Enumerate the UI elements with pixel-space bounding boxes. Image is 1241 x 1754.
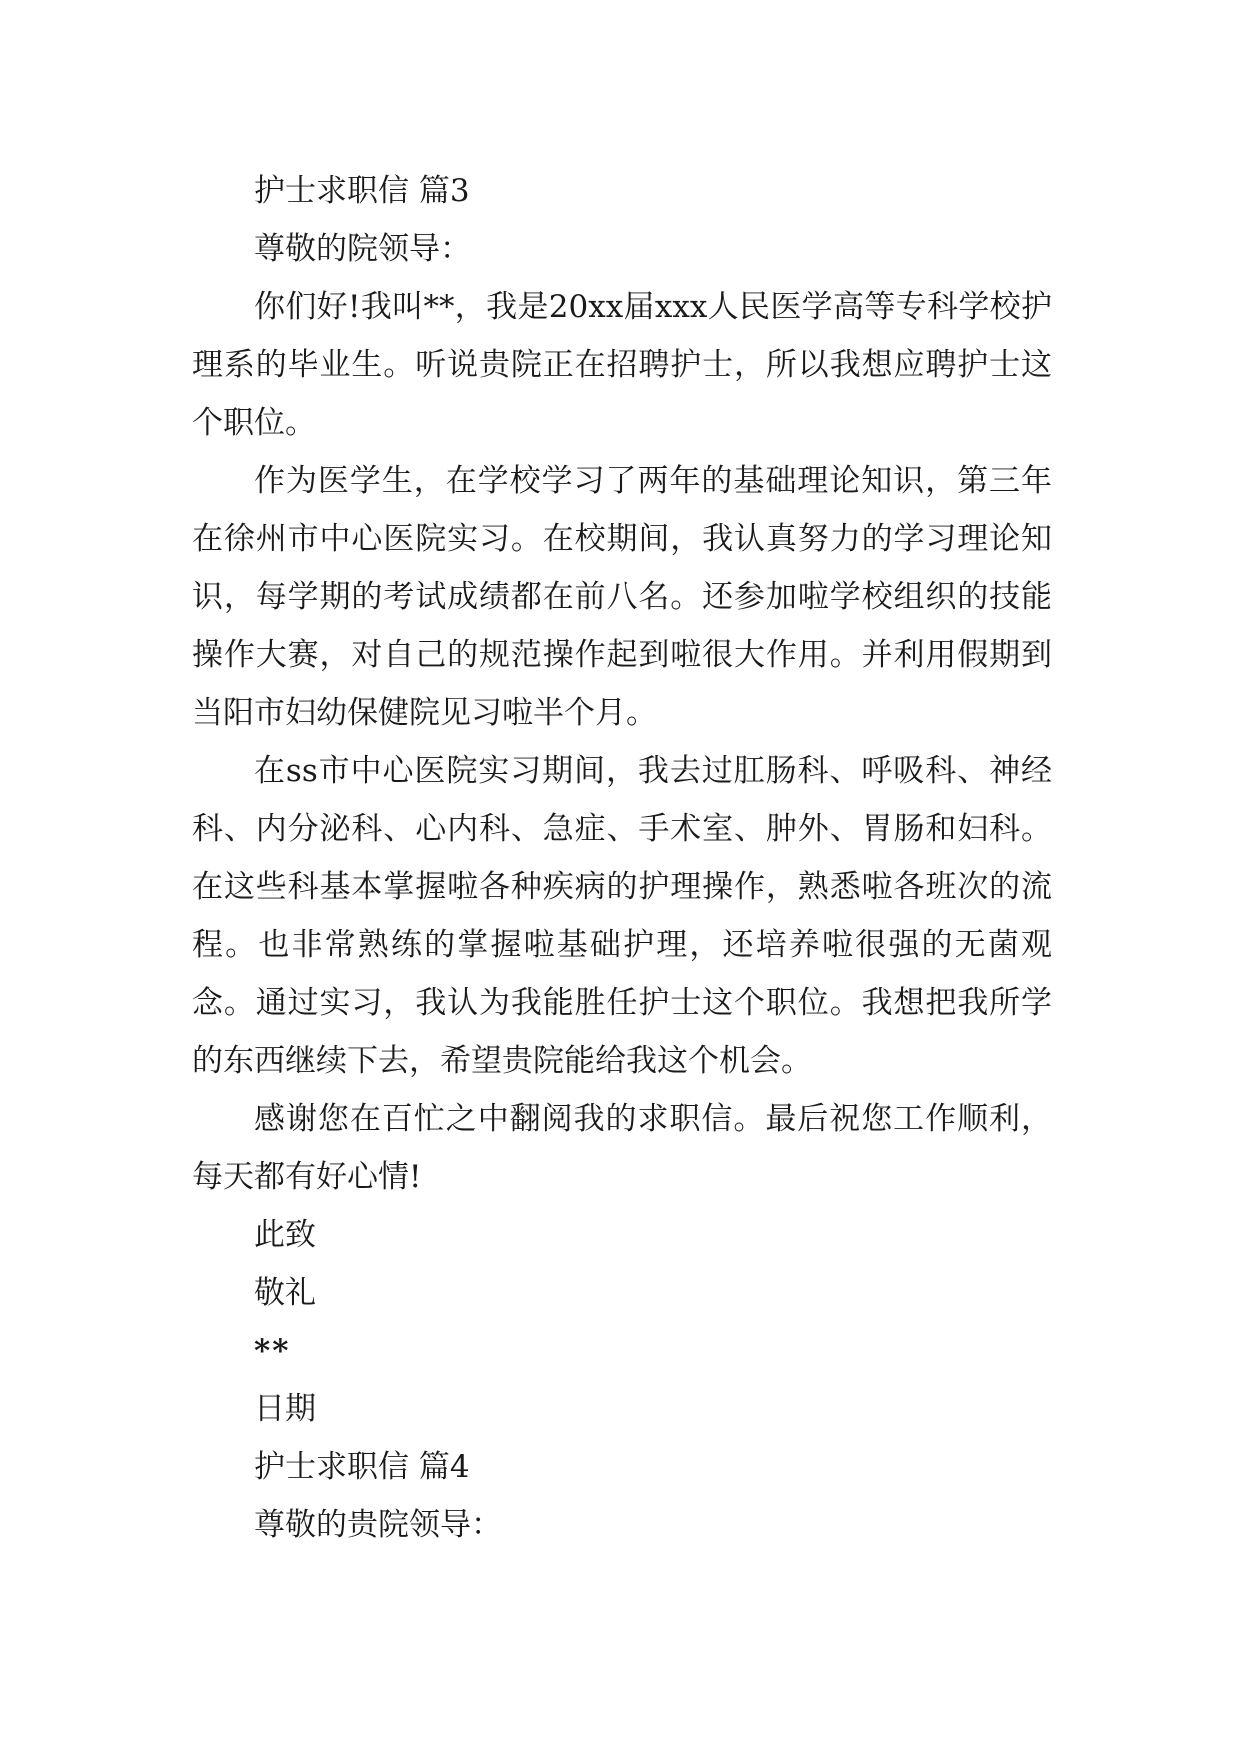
date-line: 日期 [254, 1391, 316, 1427]
salutation: 尊敬的院领导： [254, 231, 471, 267]
body-paragraph: 你们好!我叫**，我是20xx届xxx人民医学高等专科学校护理系的毕业生。听说贵院正在招聘护士，所以我想应聘护士这个职位。 [192, 289, 1052, 441]
salutation: 尊敬的贵院领导： [254, 1507, 502, 1543]
signature: ** [254, 1333, 291, 1369]
letter-heading: 护士求职信 篇3 [254, 173, 470, 209]
body-paragraph: 在ss市中心医院实习期间，我去过肛肠科、呼吸科、神经科、内分泌科、心内科、急症、手术室、肿外、胃肠和妇科。在这些科基本掌握啦各种疾病的护理操作，熟悉啦各班次的流程。也非常熟练的掌握啦基础护理，还培养啦很强的无菌观念。通过实习，我认为我能胜任护士这个职位。我想把我所学的东西继续下去，希望贵院能给我这个机会。 [192, 753, 1052, 1079]
document-page [192, 162, 1052, 1554]
letter-heading: 护士求职信 篇4 [254, 1449, 470, 1485]
body-paragraph: 感谢您在百忙之中翻阅我的求职信。最后祝您工作顺利，每天都有好心情! [192, 1101, 1052, 1195]
body-paragraph: 作为医学生，在学校学习了两年的基础理论知识，第三年在徐州市中心医院实习。在校期间，我认真努力的学习理论知识，每学期的考试成绩都在前八名。还参加啦学校组织的技能操作大赛，对自己的规范操作起到啦很大作用。并利用假期到当阳市妇幼保健院见习啦半个月。 [192, 463, 1052, 731]
closing-line: 敬礼 [254, 1275, 316, 1311]
closing-line: 此致 [254, 1217, 316, 1253]
